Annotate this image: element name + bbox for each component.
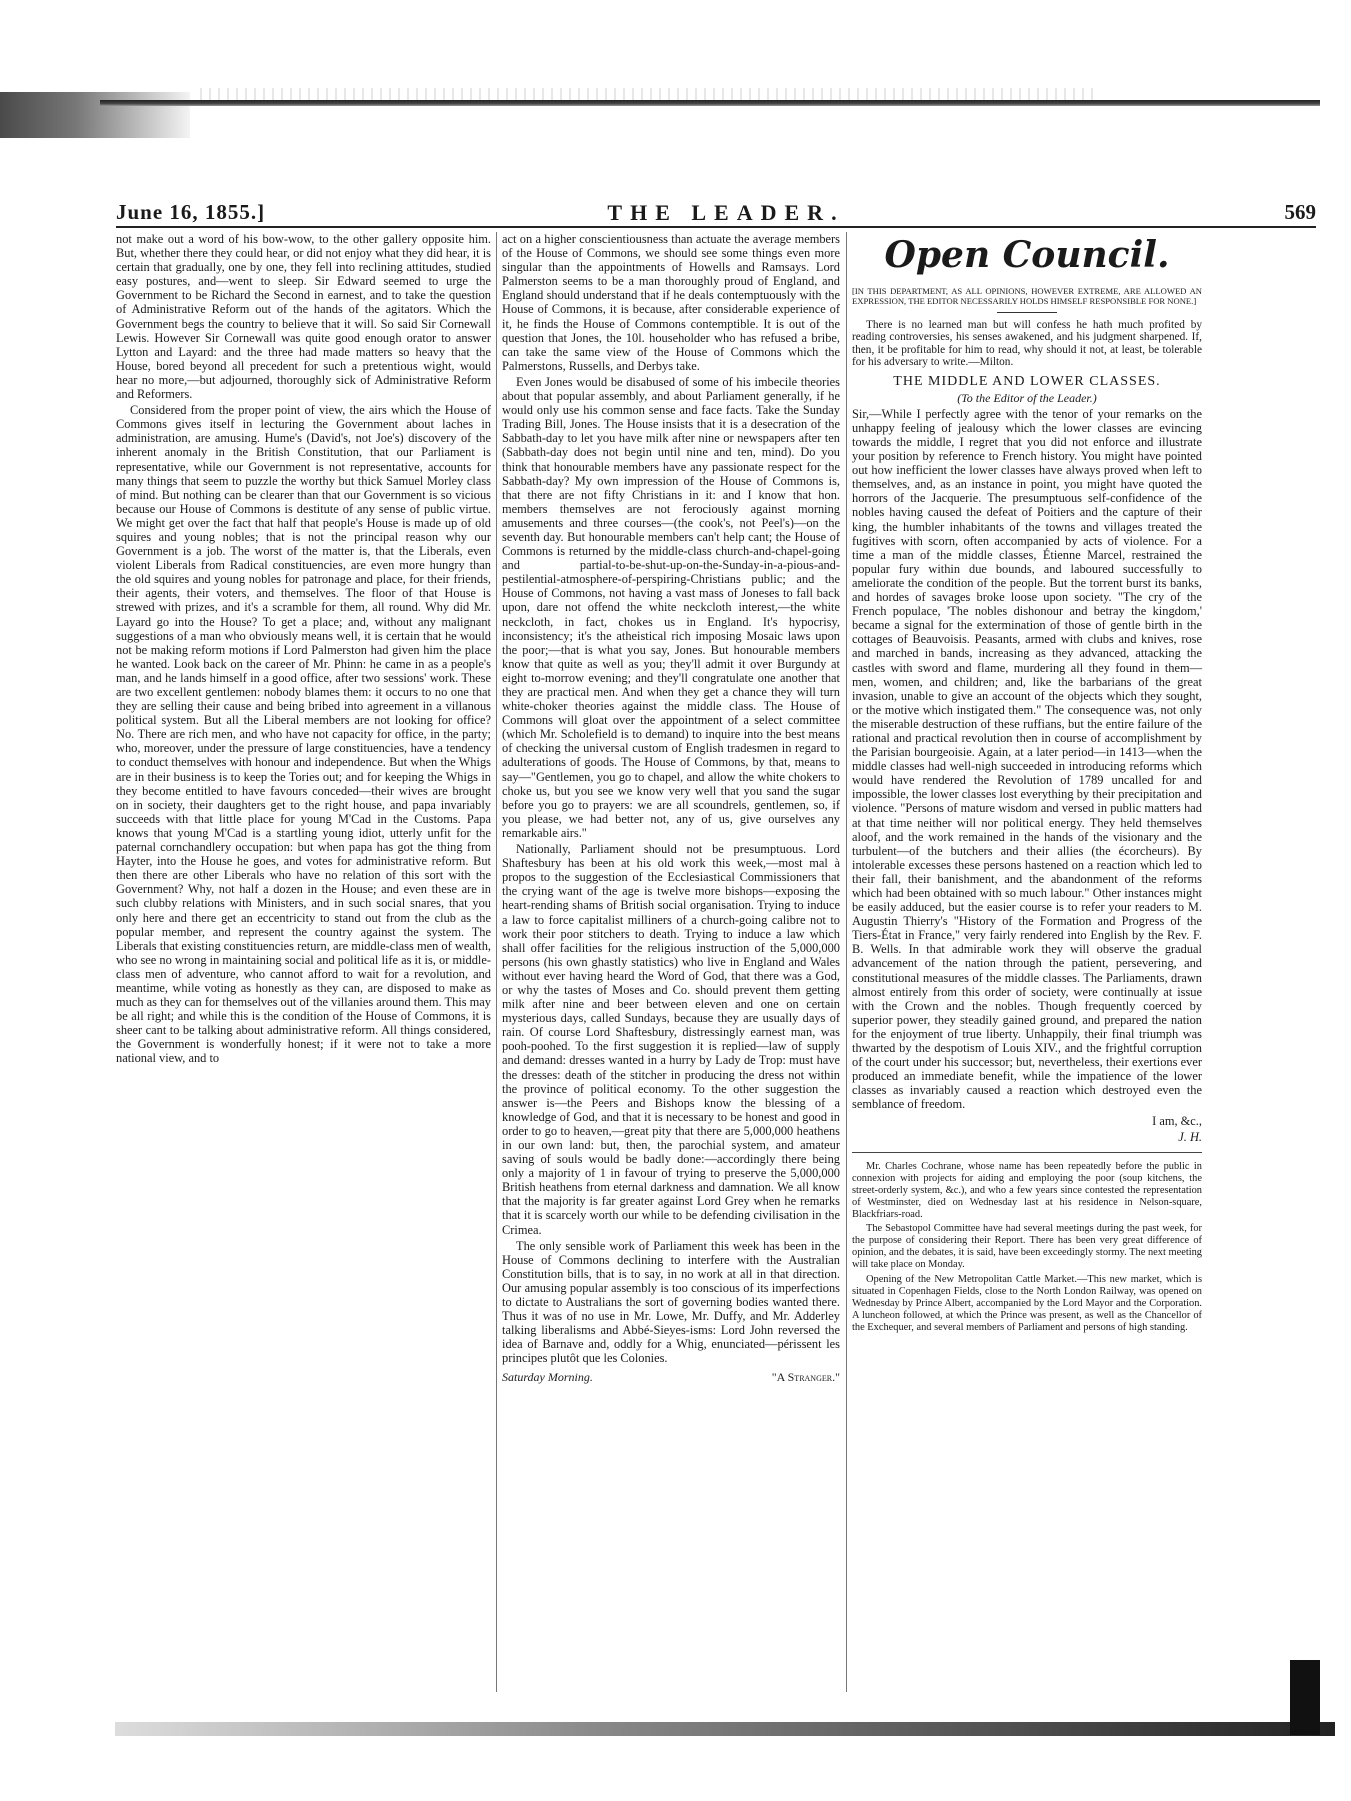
col2-paragraph: Nationally, Parliament should not be presumptuous. Lord Shaftesbury has been at his old work this week,—most mal à propos to the suggestion of the Ecclesiastical Commissioners that the crying want of the age is twelve more bishops—exposing the heart-rending shams of British social organisation. Trying to induce a law to force capitalist milliners of a church-going calibre not to work their poor stitchers to death. Trying to induce a law which shall offer facilities for the religious instruction of the 5,000,000 persons (his own ghastly statistics) who live in England and Wales without ever having heard the Word of God, that there was a God, or why the tastes of Moses and Co. should prevent them getting milk after nine and beer between eleven and one on certain mysterious days, called Sundays, because they are usually days of rain. Of course Lord Shaftesbury, distressingly earnest man, was pooh-poohed. To the first suggestion it is replied—law of supply and demand: dresses wanted in a hurry by Lady de Trop: must have the dresses: death of the stitcher in producing the dress not within the province of political economy. To the other suggestion the answer is—the Peers and Bishops know the blessing of a knowledge of God, and that it is necessary to be honest and good in order to go to heaven,—great pity that there are 5,000,000 heathens in our own land: but, then, the parochial system, and amateur saving of souls would be badly done:—accordingly there being only a majority of 1 in favour of trying to preserve the 5,000,000 British heathens from eternal darkness and damnation. We all know that the majority is far greater against Lord Grey when he remarks that it is scarcely worth our while to be defending civilisation in the Crimea.: [502, 842, 840, 1237]
letter-body: Sir,—While I perfectly agree with the tenor of your remarks on the unhappy feeling of jealousy which the lower classes are evincing towards the middle, I regret that you did not enforce and illustrate your position by reference to French history. You might have pointed out how inefficient the lower classes have always proved when left to themselves, and, as an instance in point, you might have quoted the horrors of the Jacquerie. The presumptuous self-confidence of the nobles having caused the defeat of Poitiers and the capture of their king, the humbler inhabitants of the towns and villages treated the fugitives with scorn, often accompanied by acts of violence. For a time a man of the middle classes, Étienne Marcel, restrained the popular fury within due bounds, and laboured successfully to ameliorate the condition of the people. But the torrent burst its banks, and hordes of savages broke loose upon society. "The cry of the French populace, 'The nobles dishonour and betray the kingdom,' became a signal for the extermination of those of gentle birth in the cottages of Beauvoisis. Peasants, armed with clubs and knives, rose and marched in bands, increasing as they advanced, attacking the castles with sword and flame, murdering all they found in them—men, women, and children; and, like the barbarians of the great invasion, unable to give an account of the objects which they sought, or the motive which instigated them." The consequence was, not only the miserable destruction of these ruffians, but the entire failure of the rational and practical revolution then in course of accomplishment by the Parisian bourgeoisie. Again, at a later period—in 1413—when the middle classes had well-nigh succeeded in introducing reforms which would have rendered the Revolution of 1789 uncalled for and impossible, the lower classes lost everything by their precipitation and violence. "Persons of mature wisdom and versed in public matters had at that time neither will nor political energy. They held themselves aloof, and the work remained in the hands of the visionary and the turbulent—of the butchers and their allies (the écorcheurs). By intolerable excesses these persons hastened on a reaction which led to their fall, their banishment, and the abandonment of the reforms which had been obtained with so much labour." Other instances might be easily adduced, but the easier course is to refer your readers to M. Augustin Thierry's "History of the Formation and Progress of the Tiers-État in France," very fairly rendered into English by the Rev. F. B. Wells. In that admirable work they will observe the gradual advancement of the nation through the patient, persevering, and constitutional measures of the middle classes. The Parliaments, drawn almost entirely from this order of society, were continually at issue with the Crown and the nobles. Though frequently coerced by superior power, they steadily gained ground, and prepared the nation for the enjoyment of true liberty. Unhappily, their final triumph was thwarted by the despotism of Louis XIV., and the frightful corruption of the court under his successor; but, nevertheless, their exertions ever produced an immediate benefit, while the impatience of the lower classes as invariably caused a reaction which destroyed even the semblance of freedom.: [852, 406, 1202, 1112]
signature-date: Saturday Morning.: [502, 1369, 593, 1384]
column-divider-1: [496, 232, 497, 1692]
scan-margin-top: [0, 0, 1351, 150]
col1-paragraph: not make out a word of his bow-wow, to the other gallery opposite him. But, whether there they could hear, or did not enjoy what they did hear, it is certain that gradually, one by one, they fell into reclining attitudes, studied easy postures, and—went to sleep. Sir Edward seemed to urge the Government to be Richard the Second in earnest, and to take the question of Administrative Reform out of the hands of the agitators. Which the Government begs the country to believe that it will. So said Sir Cornewall Lewis. However Sir Cornewall was quite good enough orator to answer Lytton and Layard: and the three had made matters so heavy that the House, bored beyond all precedent for such a pretentious wight, would hear no more,—but adjourned, thoroughly sick of Administrative Reform and Reformers.: [116, 232, 491, 402]
news-item: Mr. Charles Cochrane, whose name has been repeatedly before the public in connexion with projects for aiding and employing the poor (soup kitchens, the street-orderly system, &c.), and who a few years since contested the representation of Westminster, died on Wednesday last at his residence in Nelson-square, Blackfriars-road.: [852, 1160, 1202, 1221]
news-items: [852, 1161, 1202, 1334]
column-divider-2: [846, 232, 847, 1692]
column-1: [116, 232, 491, 1068]
section-disclaimer: [IN THIS DEPARTMENT, AS ALL OPINIONS, HOWEVER EXTREME, ARE ALLOWED AN EXPRESSION, THE EDITOR NECESSARILY HOLDS HIMSELF RESPONSIBLE FOR NONE.]: [852, 286, 1202, 306]
letter-subtitle: (To the Editor of the Leader.): [957, 390, 1097, 405]
news-item: Opening of the New Metropolitan Cattle Market.—This new market, which is situated in Copenhagen Fields, close to the North London Railway, was opened on Wednesday by Prince Albert, accompanied by the Lord Mayor and the Corporation. A luncheon followed, at which the Prince was present, as well as the Chancellor of the Exchequer, and several members of Parliament and persons of high standing.: [852, 1273, 1202, 1333]
header-page-number: 569: [1284, 200, 1316, 224]
col2-paragraph: Even Jones would be disabused of some of his imbecile theories about that popular assembly, and about Parliament generally, if he would only use his common sense and face facts. Take the Sunday Trading Bill, Jones. The House insists that it is a desecration of the Sabbath-day to let you have milk after nine or newspapers after ten (Sabbath-day does not begin until nine and ten, mind). Do you think that honourable members have any passionate respect for the Sabbath-day? My own impression of the House of Commons is, that there are not fifty Christians in it: and I know that hon. members themselves are not ferociously against morning amusements and three courses—(the cook's, not Peel's)—on the seventh day. But honourable members can't help cant; the House of Commons is returned by the middle-class church-and-chapel-going and partial-to-be-shut-up-on-the-Sunday-in-a-pious-and-pestilential-atmosphere-of-perspiring-Christians public; and the House of Commons, not having a vast mass of Joneses to fall back upon, dare not offend the white neckcloth interest,—the white neckcloth, in fact, chokes us in England. It's hypocrisy, inconsistency; it's the atheistical rich imposing Mosaic laws upon the poor;—that is what you say, Jones. But honourable members know that quite as well as you; they'll admit it over Burgundy at eight to-morrow evening; and they'll congratulate one another that they are practical men. And when they get a chance they will turn white-choker theories against the middle class. The House of Commons will gloat over the appointment of a select committee (which Mr. Scholefield is to demand) to inquire into the best means of checking the universal custom of English tradesmen in regard to adulterations of goods. The House of Commons, by that, means to say—"Gentlemen, you go to chapel, and allow the white chokers to choke us, but you see we know very well that you sand the sugar before you go to prayers: we are all scoundrels, gentlemen, so, if you please, we had better not, any of us, give ourselves any remarkable airs.": [502, 374, 840, 840]
scan-edge-blot: [1290, 1660, 1320, 1735]
scan-blot: [0, 92, 190, 138]
col2-paragraph: The only sensible work of Parliament this week has been in the House of Commons declining to interfere with the Australian Constitution bills, that is to say, in no work at all in that direction. Our amusing popular assembly is too conscious of its imperfections to dictate to Australians the sort of governing bodies wanted there. Thus it was of no use in Mr. Lowe, Mr. Duffy, and Mr. Adderley talking liberalisms and Abbé-Sieyes-isms: Lord John reversed the idea of Barnave and, oddly for a Whig, enunciated—périssent les principes plutôt que les Colonies.: [502, 1238, 840, 1366]
letter-closing: I am, &c.,: [1152, 1113, 1202, 1128]
short-rule: [997, 312, 1057, 313]
signature-name: "A Stranger.": [771, 1369, 840, 1384]
section-title: Open Council.: [884, 234, 1170, 276]
col1-paragraph: Considered from the proper point of view, the airs which the House of Commons gives itself in lecturing the Government about laches in administration, are amusing. Hume's (David's, not Joe's) discovery of the inherent anomaly in the British Constitution, that our Parliament is representative, while our Government is not representative, accounts for many things that seem to puzzle the worthy but thick Samuel Morley class of mind. But nothing can be clearer than that our Government is so vicious because our House of Commons is destitute of any sense of public virtue. We might get over the fact that half that people's House is made up of old squires and young nobles; that is not the principal reason why our Government is a job. The worst of the matter is, that the Liberals, even violent Liberals from Radical constituencies, are even more hungry than the old squires and young nobles for patronage and place, for their friends, their agents, their voters, and themselves. The floor of that House is strewed with prizes, and it's a scramble for them, all round. Why did Mr. Layard go into the House? To get a place; and, without any malignant suggestions of a man who obviously means well, it is certain that he would not be making reform motions if Lord Palmerston had given him the place he wanted. Look back on the career of Mr. Phinn: he came in as a people's man, and he lands himself in a good office, after two sessions' work. These are two excellent gentlemen: nobody blames them: it occurs to no one that they are selling their cause and being bribed into agreement in a villanous political system. But all the Liberal members are not looking for office? No. There are rich men, and who have not capacity for office, in the party; who, moreover, under the pressure of large constituencies, have a tendency to conduct themselves with honour and independence. But when the Whigs are in their business is to keep the Tories out; and for keeping the Whigs in they become entitled to have favours conceded—their wives are brought on in society, their daughters get to the right house, and papa invariably succeeds with that little place for young M'Cad in the Customs. Papa knows that young M'Cad is a startling young idiot, utterly unfit for the paternal cornchandlery occupation: but when papa has got the thing from Hayter, into the House he goes, and votes for administrative reform. But then there are other Liberals who have no relation of this sort with the Government? Why, not half a dozen in the House; and even these are in such clubby relations with Ministers, and in such social snares, that you only here and there get an eccentricity to stand out from the club as the popular member, and represent the country against the system. The Liberals that existing constituencies return, are middle-class men of wealth, who see no wrong in maintaining social and political life as it is, or middle-class men of adventure, who cannot afford to wait for a revolution, and meantime, while voting as honestly as they can, are disposed to make as much as they can for themselves out of the villanies around them. This may be all right; and while this is the condition of the House of Commons, it is sheer cant to be talking about administrative reform. All things considered, the Government is wonderfully honest; if it were not to take a more national view, and to: [116, 403, 491, 1066]
col2-paragraph: act on a higher conscientiousness than actuate the average members of the House of Commons, we should see some things even more singular than the appointments of Howells and Ramsays. Lord Palmerston seems to be a man thoroughly proud of England, and England should understand that if he deals contemptuously with the House of Commons, it is because, after considerable experience of it, he finds the House of Commons contemptible. It is out of the question that Jones, the 10l. householder who has refused a bribe, can take the same view of the House of Commons which the Palmerstons, Russells, and Derbys take.: [502, 232, 840, 373]
scan-edge-line: [100, 100, 1320, 106]
col2-signature: [502, 1370, 840, 1384]
news-item: The Sebastopol Committee have had several meetings during the past week, for the purpose of considering their Report. There has been very great difference of opinion, and the debates, it is said, have been exceedingly stormy. The next meeting will take place on Monday.: [852, 1223, 1202, 1271]
letter-title: THE MIDDLE AND LOWER CLASSES.: [893, 373, 1161, 389]
page-header: [116, 200, 1316, 225]
header-title: THE LEADER.: [607, 200, 845, 225]
letter-signature: J. H.: [1178, 1129, 1202, 1144]
scan-margin-bottom: [115, 1722, 1335, 1736]
section-motto: There is no learned man but will confess he hath much profited by reading controversies, his senses awakened, and his judgment sharpened. If, then, it be profitable for him to read, why should it not, at least, be tolerable for his adversary to write.—Milton.: [852, 319, 1202, 369]
column-3: [852, 232, 1202, 1336]
header-date: June 16, 1855.]: [116, 200, 266, 224]
column-2: [502, 232, 840, 1384]
header-rule: [116, 226, 1316, 228]
news-separator: [852, 1152, 1202, 1153]
